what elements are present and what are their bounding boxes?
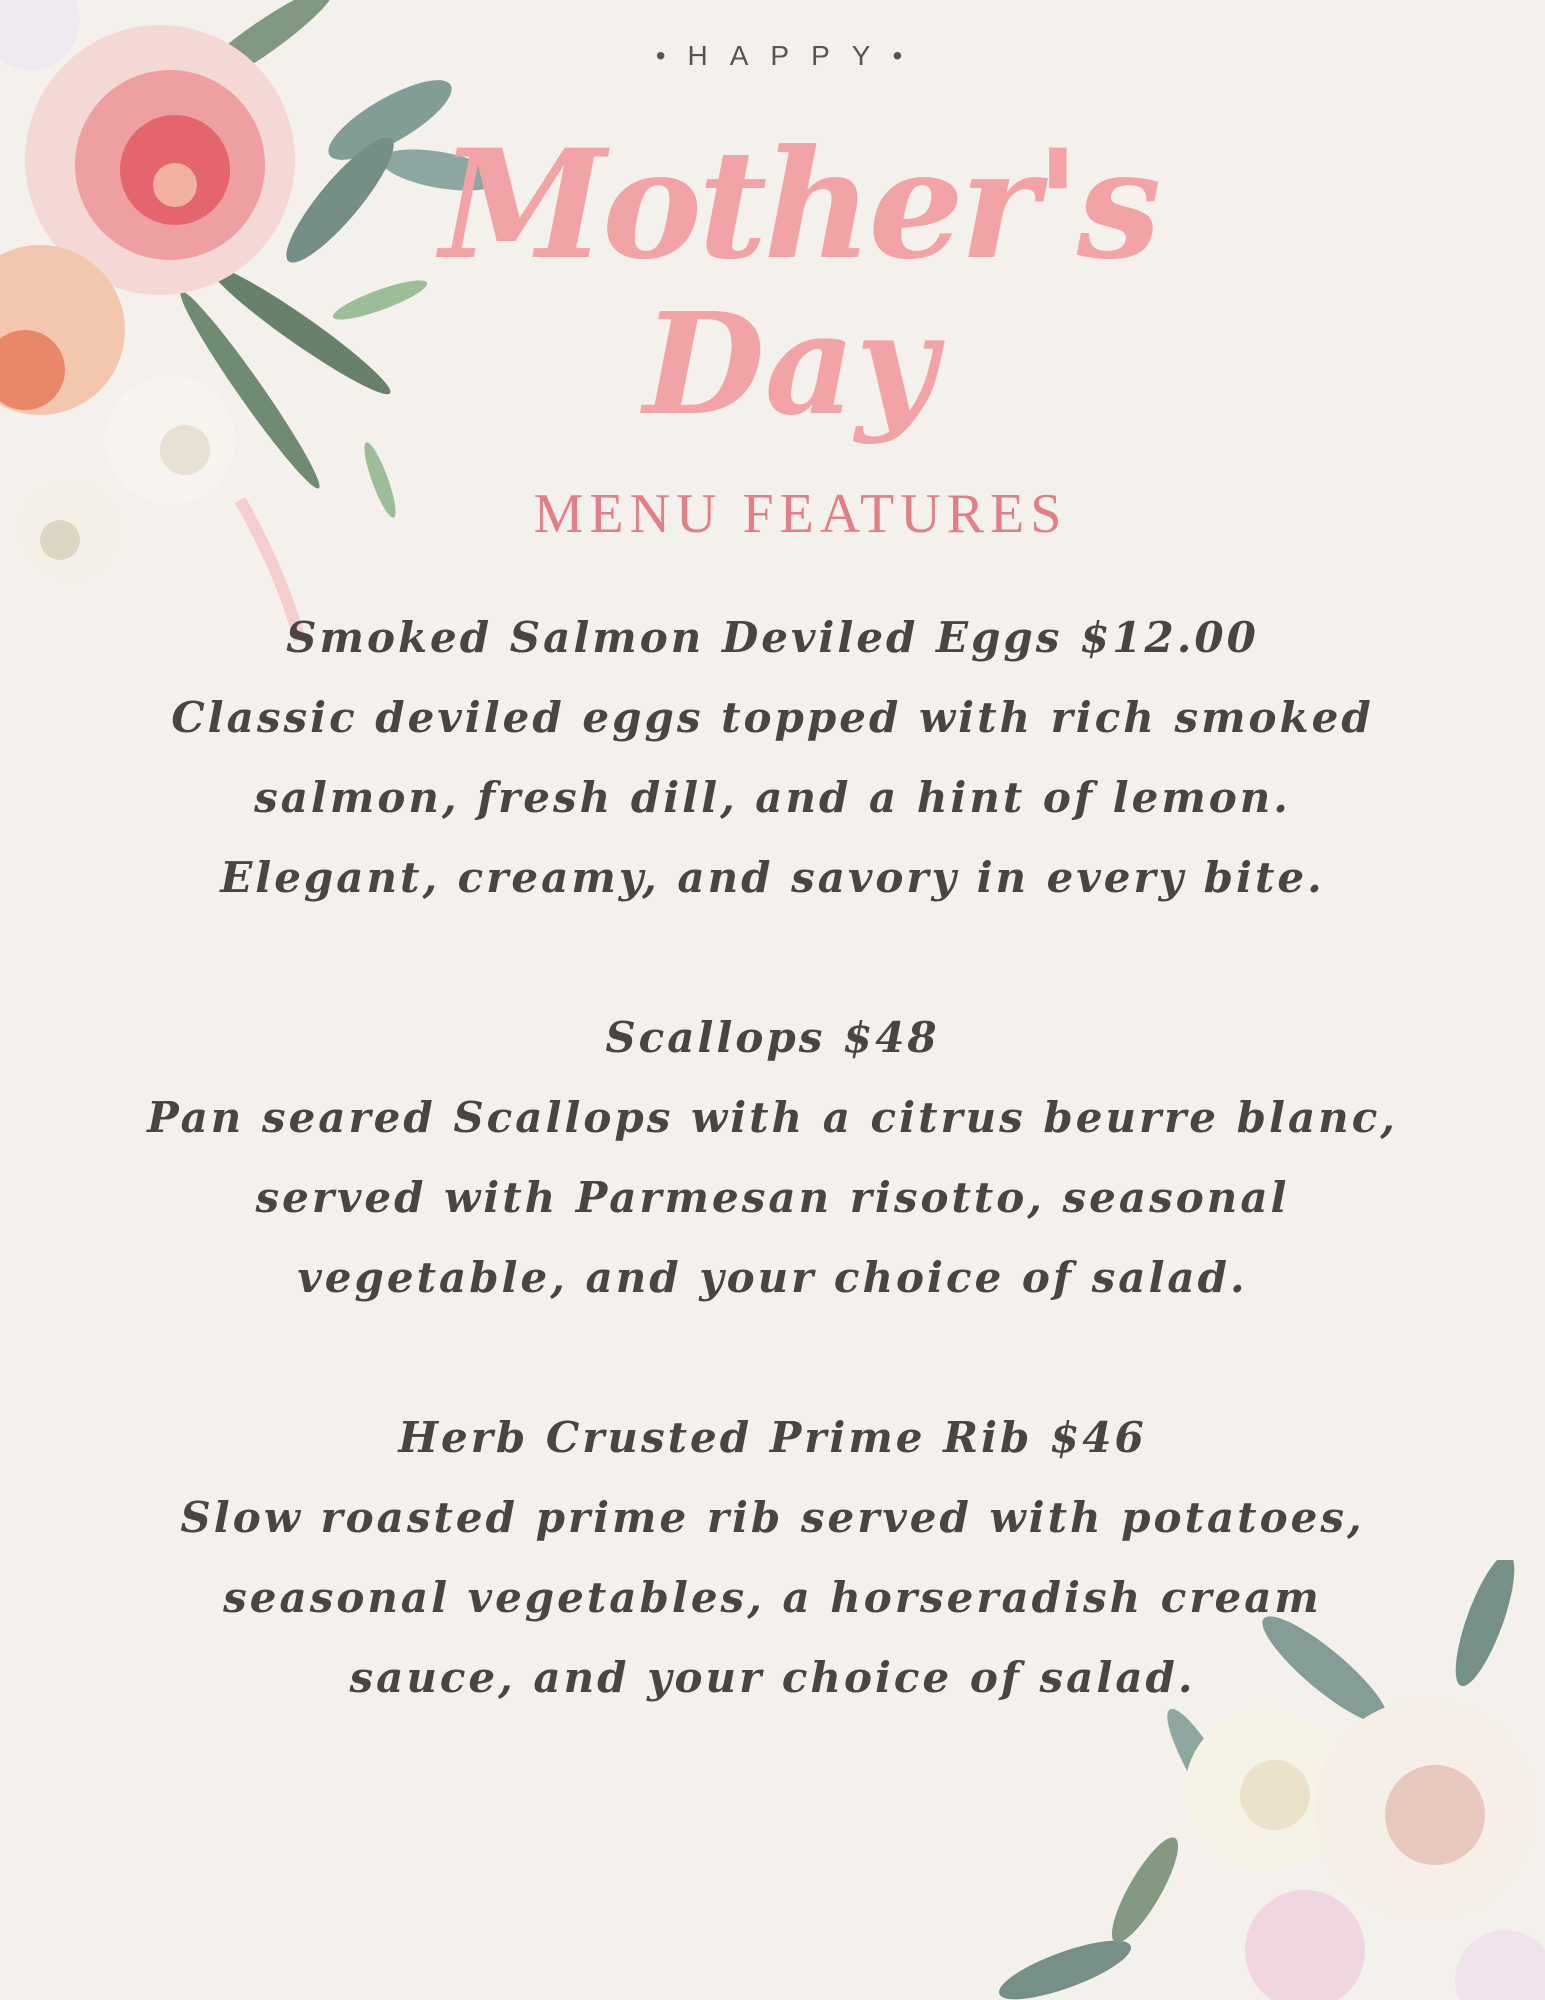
mothers-script-title: Mother's: [440, 117, 1158, 293]
menu-item-description: Slow roasted prime rib served with potatoes, seasonal vegetables, a horseradish cream sauce, and your choice of salad.: [180, 1493, 1365, 1702]
menu-item-title: Scallops $48: [605, 1013, 940, 1062]
menu-item: [140, 998, 1405, 1318]
menu-item-title: Smoked Salmon Deviled Eggs $12.00: [286, 613, 1259, 662]
menu-item: [140, 1398, 1405, 1718]
day-script-title: Day: [643, 283, 937, 447]
menu-item-title: Herb Crusted Prime Rib $46: [398, 1413, 1147, 1462]
mothers-day-heading: [440, 30, 1158, 450]
menu-item-description: Classic deviled eggs topped with rich smoked salmon, fresh dill, and a hint of lemon. Elegant, creamy, and savory in every bite.: [171, 693, 1374, 902]
happy-label: •HAPPY•: [655, 40, 925, 71]
menu-item: [140, 598, 1405, 918]
menu-features-title: MENU FEATURES: [533, 483, 1068, 545]
menu-item-description: Pan seared Scallops with a citrus beurre blanc, served with Parmesan risotto, seasonal vegetable, and your choice of salad.: [147, 1093, 1398, 1302]
menu-list: [140, 598, 1405, 1798]
